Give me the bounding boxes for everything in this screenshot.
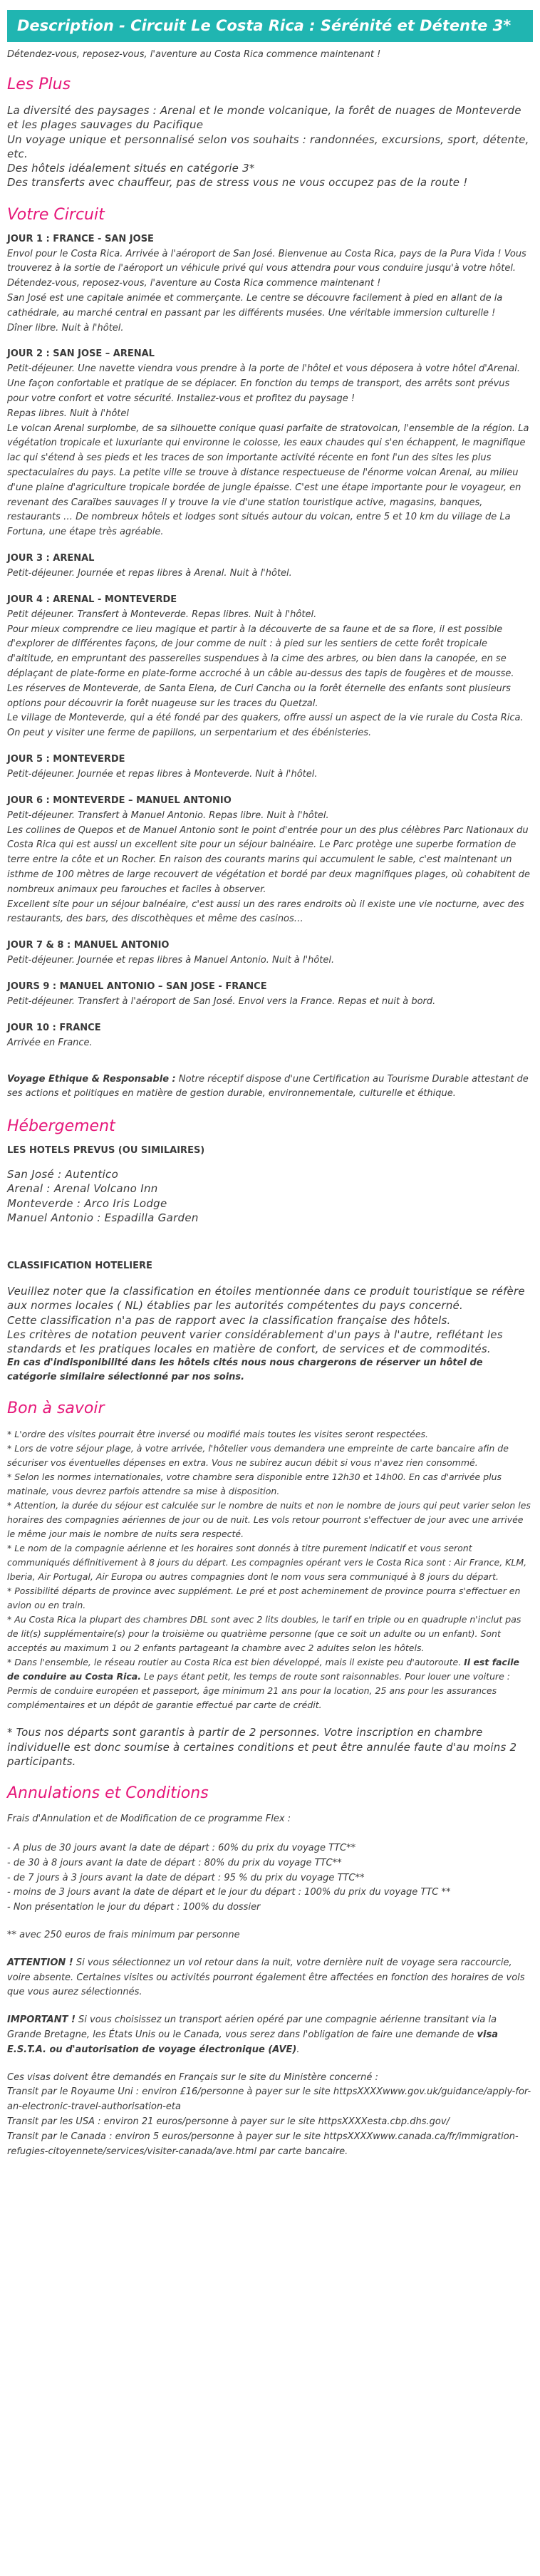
- hotel-item: Arenal : Arenal Volcano Inn: [7, 1182, 158, 1196]
- road-text-end: Le pays étant petit, les temps de route sont raisonnables. Pour louer une voiture : Permis de conduire européen et passeport, âge minimum 21 ans pour la location, 25 ans pour les assurances complémentaires et un dépôt de garantie effectué par carte de crédit.: [7, 1671, 511, 1711]
- day-title: JOUR 3 : ARENAL: [7, 553, 95, 564]
- attention-label: ATTENTION !: [7, 1957, 73, 1968]
- page: [7, 0, 533, 2173]
- day-text: Repas libres. Nuit à l'hôtel: [7, 408, 129, 419]
- important-bold: visa E.S.T.A. ou d'autorisation de voyage électronique (AVE): [7, 2029, 498, 2055]
- attention-note: [7, 1956, 533, 2000]
- plus-item: Des hôtels idéalement situés en catégorie 3*: [7, 162, 255, 175]
- classification-text: Veuillez noter que la classification en étoiles mentionnée dans ce produit touristique se réfère aux normes locales ( NL) établies par les autorités compétentes du pays concerné.: [7, 1285, 525, 1313]
- fee-item: - de 7 jours à 3 jours avant la date de départ : 95 % du prix du voyage TTC**: [7, 1872, 365, 1883]
- departure-note: * Tous nos départs sont garantis à partir de 2 personnes. Votre inscription en chambre individuelle est donc soumise à certaines conditions et peut être annulée faute d'au moins 2 participants.: [7, 1726, 517, 1768]
- day-text: Petit-déjeuner. Journée et repas libres à Manuel Antonio. Nuit à l'hôtel.: [7, 955, 335, 966]
- plus-item: Des transferts avec chauffeur, pas de stress vous ne vous occupez pas de la route !: [7, 176, 468, 190]
- info-item-road: [7, 1655, 533, 1712]
- visa-item: Transit par le Royaume Uni : environ £16/personne à payer sur le site httpsXXXXwww.gov.uk/guidance/apply-for-an-electronic-travel-authorisation-eta: [7, 2086, 531, 2113]
- day-title: JOUR 10 : FRANCE: [7, 1022, 101, 1033]
- road-bold: Il est facile de conduire au Costa Rica.: [7, 1657, 520, 1682]
- day-text: Pour mieux comprendre ce lieu magique et partir à la découverte de sa faune et de sa flore, il est possible d'explorer de différentes façons, de jour comme de nuit : à pied sur les sentiers de cette forêt tropicale d'altitude, en empruntant des passerelles suspendues à la cime des arbres, ou bien dans la canopée, en se déplaçant de plate-forme en plate-forme accroché à un câble au-dessus des tapis de fougères et de mousse.: [7, 624, 514, 680]
- day-block: [7, 795, 533, 927]
- ethic-text: Notre réceptif dispose d'une Certification au Tourisme Durable attestant de ses actions et politiques en matière de gestion durable, environnementale, culturelle et éthique.: [7, 1073, 529, 1100]
- day-text: Arrivée en France.: [7, 1037, 93, 1048]
- classification-block: [7, 1284, 533, 1384]
- hotels-subtitle: LES HOTELS PREVUS (OU SIMILAIRES): [7, 1145, 205, 1157]
- day-text: Les réserves de Monteverde, de Santa Elena, de Curi Cancha ou la forêt éternelle des enfants sont plusieurs options pour découvrir la forêt nuageuse sur les traces du Quetzal.: [7, 683, 511, 709]
- day-block: [7, 1023, 533, 1051]
- section-title-bon-a-savoir: Bon à savoir: [7, 1400, 105, 1418]
- day-text: Petit déjeuner. Transfert à Monteverde. Repas libres. Nuit à l'hôtel.: [7, 609, 317, 620]
- fees-minimum: ** avec 250 euros de frais minimum par personne: [7, 1929, 240, 1940]
- visa-item: Transit par le Canada : environ 5 euros/personne à payer sur le site httpsXXXXwww.canada.ca/fr/immigration-refugies-citoyennete/services/visiter-canada/ave.html par carte bancaire.: [7, 2131, 519, 2157]
- classification-title: CLASSIFICATION HOTELIERE: [7, 1261, 152, 1272]
- section-title-annulations: Annulations et Conditions: [7, 1784, 209, 1803]
- section-title-plus: Les Plus: [7, 76, 71, 94]
- day-text: Excellent site pour un séjour balnéaire, c'est aussi un des rares endroits où il existe une vie nocturne, avec des restaurants, des bars, des discothèques et même des casinos…: [7, 899, 524, 925]
- day-text: Petit-déjeuner. Journée et repas libres à Monteverde. Nuit à l'hôtel.: [7, 769, 318, 780]
- section-title-circuit: Votre Circuit: [7, 205, 105, 224]
- day-text: Petit-déjeuner. Transfert à l'aéroport de San José. Envol vers la France. Repas et nuit à bord.: [7, 995, 436, 1007]
- day-title: JOURS 9 : MANUEL ANTONIO – SAN JOSE - FRANCE: [7, 981, 267, 992]
- classification-note: En cas d'indisponibilité dans les hôtels cités nous nous chargerons de réserver un hôtel de catégorie similaire sélectionné par nos soins.: [7, 1357, 483, 1382]
- hotel-item: San José : Autentico: [7, 1168, 119, 1181]
- day-text: Dîner libre. Nuit à l'hôtel.: [7, 322, 124, 333]
- fee-item: - A plus de 30 jours avant la date de départ : 60% du prix du voyage TTC**: [7, 1842, 356, 1853]
- ethic-label: Voyage Ethique & Responsable :: [7, 1073, 176, 1085]
- day-block: [7, 940, 533, 968]
- info-item: * Le nom de la compagnie aérienne et les horaires sont donnés à titre purement indicatif et vous seront communiqués définitivement à 8 jours du départ. Les compagnies opérant vers le Costa Rica sont : Air France, KLM, Iberia, Air Portugal, Air Europa ou autres compagnies dont le nom vous sera communiqué à 8 jours du départ.: [7, 1543, 527, 1583]
- attention-text: Si vous sélectionnez un vol retour dans la nuit, votre dernière nuit de voyage sera raccourcie, voire absente. Certaines visites ou activités pourront également être affectées en fonction des horaires de vols que vous aurez sélectionnés.: [7, 1957, 525, 1998]
- fee-item: - Non présentation le jour du départ : 100% du dossier: [7, 1902, 261, 1913]
- day-title: JOUR 2 : SAN JOSE – ARENAL: [7, 348, 155, 360]
- road-text: * Dans l'ensemble, le réseau routier au Costa Rica est bien développé, mais il existe peu d'autoroute.: [7, 1657, 464, 1668]
- day-block: [7, 553, 533, 581]
- fee-item: - moins de 3 jours avant la date de départ et le jour du départ : 100% du prix du voyage TTC **: [7, 1887, 451, 1898]
- day-text: Petit-déjeuner. Une navette viendra vous prendre à la porte de l'hôtel et vous déposera à votre hôtel d'Arenal. Une façon confortable et pratique de se déplacer. En fonction du temps de transport, des arrêts sont prévus pour votre confort et votre sécurité. Installez-vous et profitez du paysage !: [7, 363, 521, 405]
- info-item: * L'ordre des visites pourrait être inversé ou modifié mais toutes les visites seront respectées.: [7, 1429, 429, 1440]
- day-title: JOUR 7 & 8 : MANUEL ANTONIO: [7, 940, 170, 951]
- info-item: * Lors de votre séjour plage, à votre arrivée, l'hôtelier vous demandera une empreinte de carte bancaire afin de sécuriser vos éventuelles dépenses en extra. Vous ne subirez aucun débit si vous n'avez rien consommé.: [7, 1443, 509, 1469]
- day-text: Petit-déjeuner. Journée et repas libres à Arenal. Nuit à l'hôtel.: [7, 568, 292, 579]
- section-title-hebergement: Hébergement: [7, 1117, 115, 1136]
- hotels-list: [7, 1167, 533, 1225]
- day-title: JOUR 5 : MONTEVERDE: [7, 754, 125, 765]
- day-text: Envol pour le Costa Rica. Arrivée à l'aéroport de San José. Bienvenue au Costa Rica, pays de la Pura Vida ! Vous trouverez à la sortie de l'aéroport un véhicule privé qui vous attendra pour vous conduire jusqu'à votre hôtel. Détendez-vous, reposez-vous, l'aventure au Costa Rica commence maintenant !: [7, 248, 526, 289]
- ethic-note: [7, 1072, 533, 1102]
- plus-list: [7, 103, 533, 190]
- hotel-item: Manuel Antonio : Espadilla Garden: [7, 1211, 199, 1224]
- classification-text: Cette classification n'a pas de rapport avec la classification française des hôtels.: [7, 1313, 451, 1327]
- info-item: * Au Costa Rica la plupart des chambres DBL sont avec 2 lits doubles, le tarif en triple ou en quadruple n'inclut pas de lit(s) supplémentaire(s) pour la troisième ou quatrième personne (que ce soit un adulte ou un enfant). Sont acceptés au maximum 1 ou 2 enfants partageant la chambre avec 2 adultes selon les hôtels.: [7, 1614, 521, 1654]
- day-block: [7, 594, 533, 741]
- important-end: .: [296, 2044, 300, 2055]
- plus-item: La diversité des paysages : Arenal et le monde volcanique, la forêt de nuages de Monteverde et les plages sauvages du Pacifique: [7, 104, 521, 132]
- day-block: [7, 348, 533, 540]
- day-text: Les collines de Quepos et de Manuel Antonio sont le point d'entrée pour un des plus célèbres Parc Nationaux du Costa Rica qui est aussi un excellent site pour un séjour balnéaire. Le Parc protège une superbe formation de terre entre la côte et un Rocher. En raison des courants marins qui accumulent le sable, c'est maintenant un isthme de 100 mètres de large recouvert de végétation et bordé par deux magnifiques plages, où cohabitent de nombreux animaux peu farouches et faciles à observer.: [7, 824, 531, 895]
- day-block: [7, 754, 533, 782]
- day-text: Petit-déjeuner. Transfert à Manuel Antonio. Repas libre. Nuit à l'hôtel.: [7, 809, 329, 821]
- info-item: * Selon les normes internationales, votre chambre sera disponible entre 12h30 et 14h00. En cas d'arrivée plus matinale, vous devrez parfois attendre sa mise à disposition.: [7, 1471, 502, 1497]
- day-text: San José est une capitale animée et commerçante. Le centre se découvre facilement à pied en allant de la cathédrale, au marché central en passant par les différents musées. Une véritable immersion culturelle !: [7, 293, 503, 319]
- day-block: [7, 234, 533, 336]
- day-block: [7, 981, 533, 1010]
- day-text: Le village de Monteverde, qui a été fondé par des quakers, offre aussi un aspect de la vie rurale du Costa Rica. On peut y visiter une ferme de papillons, un serpentarium et des ébénisteries.: [7, 713, 524, 739]
- fees-intro: Frais d'Annulation et de Modification de ce programme Flex :: [7, 1814, 291, 1825]
- bon-a-savoir-list: [7, 1427, 533, 1769]
- classification-text: Les critères de notation peuvent varier considérablement d'un pays à l'autre, reflétant les standards et les pratiques locales en matière de confort, de services et de commodités.: [7, 1328, 503, 1356]
- fee-item: - de 30 à 8 jours avant la date de départ : 80% du prix du voyage TTC**: [7, 1857, 342, 1868]
- important-note: [7, 2013, 533, 2057]
- plus-item: Un voyage unique et personnalisé selon vos souhaits : randonnées, excursions, sport, détente, etc.: [7, 133, 529, 160]
- day-title: JOUR 6 : MONTEVERDE – MANUEL ANTONIO: [7, 795, 232, 806]
- visa-item: Transit par les USA : environ 21 euros/personne à payer sur le site httpsXXXXesta.cbp.dhs.gov/: [7, 2116, 450, 2127]
- hotel-item: Monteverde : Arco Iris Lodge: [7, 1196, 167, 1210]
- important-label: IMPORTANT !: [7, 2014, 76, 2026]
- day-title: JOUR 1 : FRANCE - SAN JOSE: [7, 233, 154, 244]
- day-text: Le volcan Arenal surplombe, de sa silhouette conique quasi parfaite de stratovolcan, l'ensemble de la région. La végétation tropicale et luxuriante qui environne le colosse, les eaux chaudes qui s'en échappent, le magnifique lac qui s'étend à ses pieds et les traces de son importante activité récente en font l'un des sites les plus spectaculaires du pays. La petite ville se trouve à distance respectueuse de l'énorme volcan Arenal, au milieu d'une plaine d'agriculture tropicale bordée de jungle épaisse. C'est une étape importante pour le voyageur, en revenant des Caraïbes sauvages il y trouve la vie d'une station touristique active, magasins, banques, restaurants … De nombreux hôtels et lodges sont situés autour du volcan, entre 5 et 10 km du village de La Fortuna, une étape très agréable.: [7, 423, 529, 538]
- annulations-block: [7, 1812, 533, 2159]
- info-item: * Possibilité départs de province avec supplément. Le pré et post acheminement de province pourra s'effectuer en avion ou en train.: [7, 1586, 521, 1611]
- info-item: * Attention, la durée du séjour est calculée sur le nombre de nuits et non le nombre de jours qui peut varier selon les horaires des compagnies aériennes de jour ou de nuit. Les vols retour pourront s'effectuer de jour avec une arrivée le même jour mais le nombre de nuits sera respecté.: [7, 1500, 531, 1540]
- day-title: JOUR 4 : ARENAL - MONTEVERDE: [7, 594, 177, 605]
- intro-text: Détendez-vous, reposez-vous, l'aventure au Costa Rica commence maintenant !: [7, 49, 381, 61]
- visa-item: Ces visas doivent être demandés en Français sur le site du Ministère concerné :: [7, 2071, 378, 2083]
- page-title-banner: Description - Circuit Le Costa Rica : Sérénité et Détente 3*: [7, 10, 533, 42]
- important-text: Si vous choisissez un transport aérien opéré par une compagnie aérienne transitant via la Grande Bretagne, les États Unis ou le Canada, vous serez dans l'obligation de faire une demande de: [7, 2014, 497, 2040]
